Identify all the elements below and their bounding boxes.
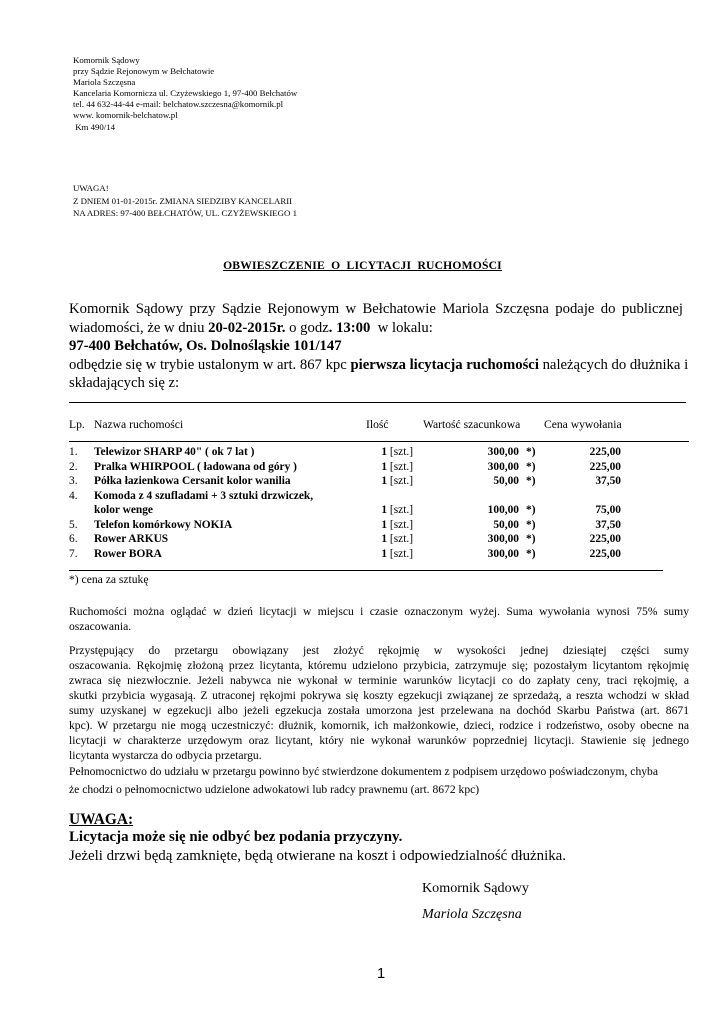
qty-value: 1 bbox=[381, 446, 388, 458]
case-number: Km 490/14 bbox=[73, 121, 116, 132]
divider bbox=[69, 441, 689, 442]
auction-time: . 13:00 bbox=[328, 319, 371, 336]
row-item-name: Półka łazienkowa Cersanit kolor wanilia bbox=[94, 475, 291, 487]
qty-value: 1 bbox=[381, 518, 388, 531]
row-estimated-value: 50,00 bbox=[493, 475, 519, 487]
row-footnote-mark: *) bbox=[526, 504, 536, 516]
table-row bbox=[69, 490, 629, 519]
table-footnote: *) cena za sztukę bbox=[69, 573, 149, 586]
row-lp: 2. bbox=[69, 460, 78, 473]
row-starting-price: 225,00 bbox=[589, 547, 621, 560]
row-estimated-value: 50,00 bbox=[493, 518, 519, 531]
signature-name: Mariola Szczęsna bbox=[422, 906, 522, 922]
divider bbox=[69, 402, 686, 403]
qty-unit: [szt.] bbox=[389, 504, 413, 516]
viewing-paragraph bbox=[69, 604, 689, 634]
row-estimated-value: 300,00 bbox=[487, 533, 519, 545]
col-header-name: Nazwa ruchomości bbox=[94, 418, 184, 431]
document-title: OBWIESZCZENIE O LICYTACJI RUCHOMOŚCI bbox=[223, 259, 502, 272]
intro-line: Komornik Sądowy przy Sądzie Rejonowym w Bełchatowie Mariola Szczęsna podaje do publicznej bbox=[69, 301, 683, 317]
qty-value: 1 bbox=[381, 504, 388, 516]
paragraph-line: Przystępujący do przetargu obowiązany jest złożyć rękojmię w wysokości jednej dziesiątej części sumy bbox=[69, 644, 689, 657]
intro-text: w lokalu: bbox=[370, 319, 433, 336]
qty-unit: [szt.] bbox=[389, 533, 413, 545]
letterhead-line: www. komornik-belchatow.pl bbox=[73, 110, 178, 121]
row-starting-price: 225,00 bbox=[589, 533, 621, 545]
warning-heading: UWAGA: bbox=[69, 811, 134, 828]
notice-line: UWAGA! bbox=[73, 183, 109, 193]
deposit-paragraph bbox=[69, 643, 689, 763]
row-qty bbox=[371, 519, 413, 531]
row-starting-price: 225,00 bbox=[589, 446, 621, 458]
row-qty bbox=[371, 475, 413, 487]
warning-line: Licytacja może się nie odbyć bez podania przyczyny. bbox=[69, 829, 403, 845]
paragraph-line: sumy uzyskanej w egzekucji albo jeżeli egzekucja została umorzona jest przelewana na dochód Skarbu Państwa (art. 8671 bbox=[69, 704, 689, 717]
qty-value: 1 bbox=[381, 460, 388, 473]
col-header-price: Cena wywołania bbox=[544, 418, 622, 431]
divider bbox=[69, 570, 663, 571]
row-footnote-mark: *) bbox=[526, 446, 536, 458]
row-item-name: Rower BORA bbox=[94, 547, 162, 560]
address-change-notice bbox=[73, 182, 297, 220]
row-item-name: Komoda z 4 szufladami + 3 sztuki drzwiczek, bbox=[94, 489, 314, 502]
letterhead-line: Mariola Szczęsna bbox=[73, 77, 136, 88]
col-header-value: Wartość szacunkowa bbox=[423, 418, 521, 431]
table-row bbox=[69, 461, 629, 476]
paragraph-line: Pełnomocnictwo do udziału w przetargu powinno być stwierdzone dokumentem z podpisem urzędowo poświadczonym, chyba bbox=[69, 765, 658, 778]
auction-location: 97-400 Bełchatów, Os. Dolnośląskie 101/147 bbox=[69, 338, 342, 355]
row-qty bbox=[371, 504, 413, 516]
row-qty bbox=[371, 548, 413, 560]
row-lp: 6. bbox=[69, 533, 78, 545]
table-row bbox=[69, 446, 629, 461]
auction-type: pierwsza licytacja ruchomości bbox=[350, 356, 539, 373]
row-lp: 7. bbox=[69, 547, 78, 560]
qty-unit: [szt.] bbox=[389, 446, 413, 458]
intro-text: odbędzie się w trybie ustalonym w art. 867 kpc bbox=[69, 356, 351, 373]
row-item-name: Telewizor SHARP 40" ( ok 7 lat ) bbox=[94, 446, 255, 458]
qty-unit: [szt.] bbox=[389, 518, 413, 531]
letterhead-line: Kancelaria Komornicza ul. Czyżewskiego 1, 97-400 Bełchatów bbox=[73, 88, 298, 99]
row-footnote-mark: *) bbox=[526, 460, 536, 473]
announcement-intro bbox=[69, 300, 689, 393]
paragraph-line: oszacowania. Rękojmię złożoną przez licytanta, któremu udzielono przybicia, zatrzymuje się; pozostałym licytantom rękojmię bbox=[69, 659, 689, 672]
row-item-name-continued: kolor wenge bbox=[94, 504, 153, 516]
row-estimated-value: 100,00 bbox=[487, 504, 519, 516]
table-row bbox=[69, 548, 629, 563]
row-lp: 5. bbox=[69, 518, 78, 531]
qty-unit: [szt.] bbox=[389, 475, 413, 487]
row-starting-price: 225,00 bbox=[589, 460, 621, 473]
paragraph-line: że chodzi o pełnomocnictwo udzielone adwokatowi lub radcy prawnemu (art. 8672 kpc) bbox=[69, 783, 480, 796]
intro-line bbox=[69, 319, 683, 338]
paragraph-line: oszacowania. bbox=[69, 620, 132, 633]
auction-date: 20-02-2015r. bbox=[208, 319, 286, 336]
paragraph-line: skutki przybicia wygasają. Z utraconej rękojmi pokrywa się koszty egzekucji związanej ze sprzedażą, a reszta wchodzi w skład bbox=[69, 689, 689, 702]
row-starting-price: 37,50 bbox=[595, 475, 621, 487]
bailiff-letterhead bbox=[73, 55, 297, 133]
paragraph-line: licytanta wystarcza do odbycia przetargu. bbox=[69, 749, 262, 762]
row-lp: 4. bbox=[69, 489, 78, 502]
row-qty bbox=[371, 446, 413, 458]
letterhead-line: przy Sądzie Rejonowym w Bełchatowie bbox=[73, 66, 215, 77]
table-row bbox=[69, 519, 629, 534]
row-footnote-mark: *) bbox=[526, 547, 536, 560]
row-item-name: Telefon komórkowy NOKIA bbox=[94, 518, 233, 531]
intro-line bbox=[69, 356, 689, 375]
row-estimated-value: 300,00 bbox=[487, 446, 519, 458]
table-row bbox=[69, 533, 629, 548]
row-footnote-mark: *) bbox=[526, 518, 536, 531]
intro-text: wiadomości, że w dniu bbox=[69, 319, 209, 336]
qty-value: 1 bbox=[381, 475, 388, 487]
letterhead-line: Komornik Sądowy bbox=[73, 55, 140, 65]
row-lp: 3. bbox=[69, 475, 78, 487]
row-qty bbox=[371, 461, 413, 473]
letterhead-line: tel. 44 632-44-44 e-mail: belchatow.szczesna@komornik.pl bbox=[73, 99, 284, 110]
qty-unit: [szt.] bbox=[389, 460, 413, 473]
row-qty bbox=[371, 533, 413, 545]
paragraph-line: licytacji w charakterze urzędowym oraz licytant, który nie wykonał warunków poprzedniej licytacji. Stawienie się jednego bbox=[69, 734, 689, 747]
paragraph-line: zwraca się niezwłocznie. Jeżeli nabywca nie wykonał w terminie warunków licytacji co do zapłaty ceny, traci rękojmię, a bbox=[69, 674, 689, 687]
qty-value: 1 bbox=[381, 547, 388, 560]
warning-line: Jeżeli drzwi będą zamknięte, będą otwierane na koszt i odpowiedzialność dłużnika. bbox=[69, 848, 566, 864]
row-starting-price: 37,50 bbox=[595, 518, 621, 531]
paragraph-line: kpc). W przetargu nie mogą uczestniczyć: dłużnik, komornik, ich małżonkowie, dzieci, rodzice i rodzeństwo, osoby obecne na bbox=[69, 719, 689, 732]
notice-line: Z DNIEM 01-01-2015r. ZMIANA SIEDZIBY KANCELARII bbox=[73, 195, 293, 206]
intro-text: należących do dłużnika i bbox=[538, 356, 689, 373]
signature-title: Komornik Sądowy bbox=[422, 880, 529, 896]
intro-text: o godz bbox=[285, 319, 329, 336]
page-number: 1 bbox=[376, 966, 386, 982]
intro-line: składających się z: bbox=[69, 375, 180, 392]
table-row bbox=[69, 475, 629, 490]
row-footnote-mark: *) bbox=[526, 533, 536, 545]
row-estimated-value: 300,00 bbox=[487, 460, 519, 473]
notice-line: NA ADRES: 97-400 BEŁCHATÓW, UL. CZYŻEWSKIEGO 1 bbox=[73, 208, 297, 219]
paragraph-line: Ruchomości można oglądać w dzień licytacji w miejscu i czasie oznaczonym wyżej. Suma wywołania wynosi 75% sumy bbox=[69, 605, 689, 618]
row-footnote-mark: *) bbox=[526, 475, 536, 487]
row-starting-price: 75,00 bbox=[595, 504, 621, 516]
row-item-name: Rower ARKUS bbox=[94, 533, 169, 545]
proxy-paragraph bbox=[69, 764, 689, 797]
col-header-lp: Lp. bbox=[69, 418, 85, 431]
qty-value: 1 bbox=[381, 533, 388, 545]
col-header-qty: Ilość bbox=[366, 418, 389, 431]
qty-unit: [szt.] bbox=[389, 547, 413, 560]
row-estimated-value: 300,00 bbox=[487, 547, 519, 560]
row-lp: 1. bbox=[69, 446, 78, 458]
row-item-name: Pralka WHIRPOOL ( ładowana od góry ) bbox=[94, 460, 297, 473]
